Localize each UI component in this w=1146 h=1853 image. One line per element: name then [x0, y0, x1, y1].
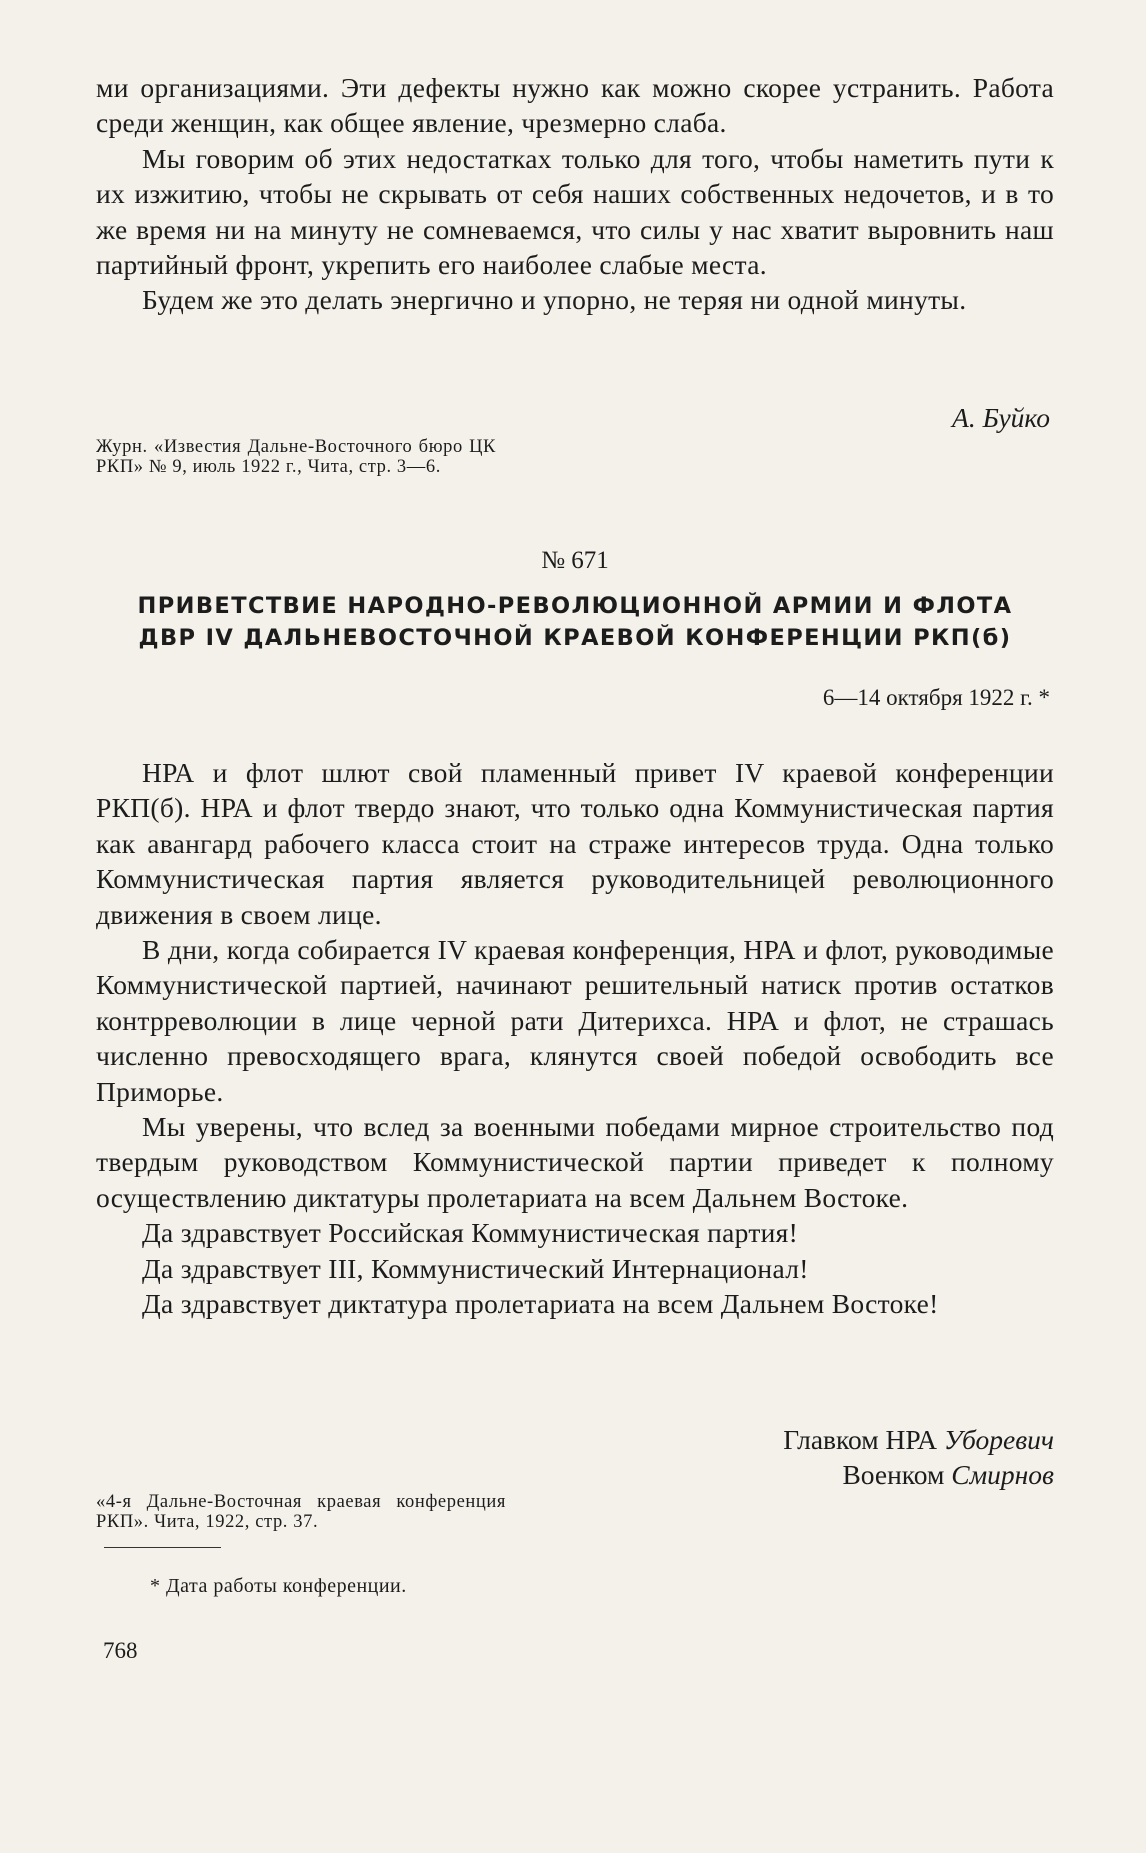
document-date: 6—14 октября 1922 г. *	[822, 685, 1050, 710]
paragraph: Да здравствует III, Коммунистический Интернационал!	[142, 1252, 809, 1284]
signature-role: Военком	[842, 1459, 945, 1490]
paragraph: Мы уверены, что вслед за военными победами мирное строительство под твердым руководством Коммунистической партии приведет к полному осуществлению диктатуры пролетариата на всем Дальнем Востоке.	[96, 1111, 1054, 1213]
title-line: ПРИВЕТСТВИЕ НАРОДНО-РЕВОЛЮЦИОННОЙ АРМИИ И ФЛОТА	[137, 593, 1013, 619]
paragraph: ми организациями. Эти дефекты нужно как можно скорее устранить. Работа среди женщин, как общее явление, чрезмерно слаба.	[96, 72, 1054, 139]
paragraph: НРА и флот шлют свой пламенный привет IV краевой конференции РКП(б). НРА и флот твердо знают, что только одна Коммунистическая партия как авангард рабочего класса стоит на страже интересов труда. Одна только Коммунистическая партия является руководительницей революционного движения в своем лице.	[96, 757, 1054, 930]
footnote: * Дата работы конференции.	[150, 1575, 407, 1597]
page-number: 768	[103, 1638, 138, 1663]
footnote-divider	[104, 1547, 221, 1548]
signature-name: Смирнов	[951, 1459, 1054, 1490]
signature-role: Главком НРА	[783, 1424, 937, 1455]
document-title	[96, 590, 1054, 654]
top-text-block	[96, 70, 1054, 318]
author-signature: А. Буйко	[952, 402, 1050, 433]
signature-name: Уборевич	[943, 1424, 1054, 1455]
paragraph: Да здравствует Российская Коммунистическая партия!	[142, 1217, 799, 1249]
signature-line	[96, 1422, 1054, 1457]
title-line: ДВР IV ДАЛЬНЕВОСТОЧНОЙ КРАЕВОЙ КОНФЕРЕНЦИИ РКП(б)	[138, 625, 1012, 651]
document-body	[96, 755, 1054, 1322]
paragraph: Мы говорим об этих недостатках только для того, чтобы наметить пути к их изжитию, чтобы не скрывать от себя наших собственных недочетов, и в то же время ни на минуту не сомневаемся, что силы у нас хватит выровнить наш партийный фронт, укрепить его наиболее слабые места.	[96, 142, 1054, 281]
paragraph: Да здравствует диктатура пролетариата на всем Дальнем Востоке!	[142, 1288, 939, 1320]
source-citation: Журн. «Известия Дальне-Восточного бюро ЦК РКП» № 9, июль 1922 г., Чита, стр. 3—6.	[96, 437, 496, 477]
signatures	[96, 1422, 1054, 1492]
paragraph: В дни, когда собирается IV краевая конференция, НРА и флот, руководимые Коммунистической партией, начинают решительный натиск против остатков контрреволюции в лице черной рати Дитерихса. НРА и флот, не страшась численно превосходящего врага, клянутся своей победой освободить все Приморье.	[96, 934, 1054, 1107]
signature-line	[96, 1457, 1054, 1492]
document-number: № 671	[541, 547, 609, 574]
source-citation: «4-я Дальне-Восточная краевая конференция РКП». Чита, 1922, стр. 37.	[96, 1492, 506, 1532]
paragraph: Будем же это делать энергично и упорно, не теряя ни одной минуты.	[142, 284, 967, 316]
